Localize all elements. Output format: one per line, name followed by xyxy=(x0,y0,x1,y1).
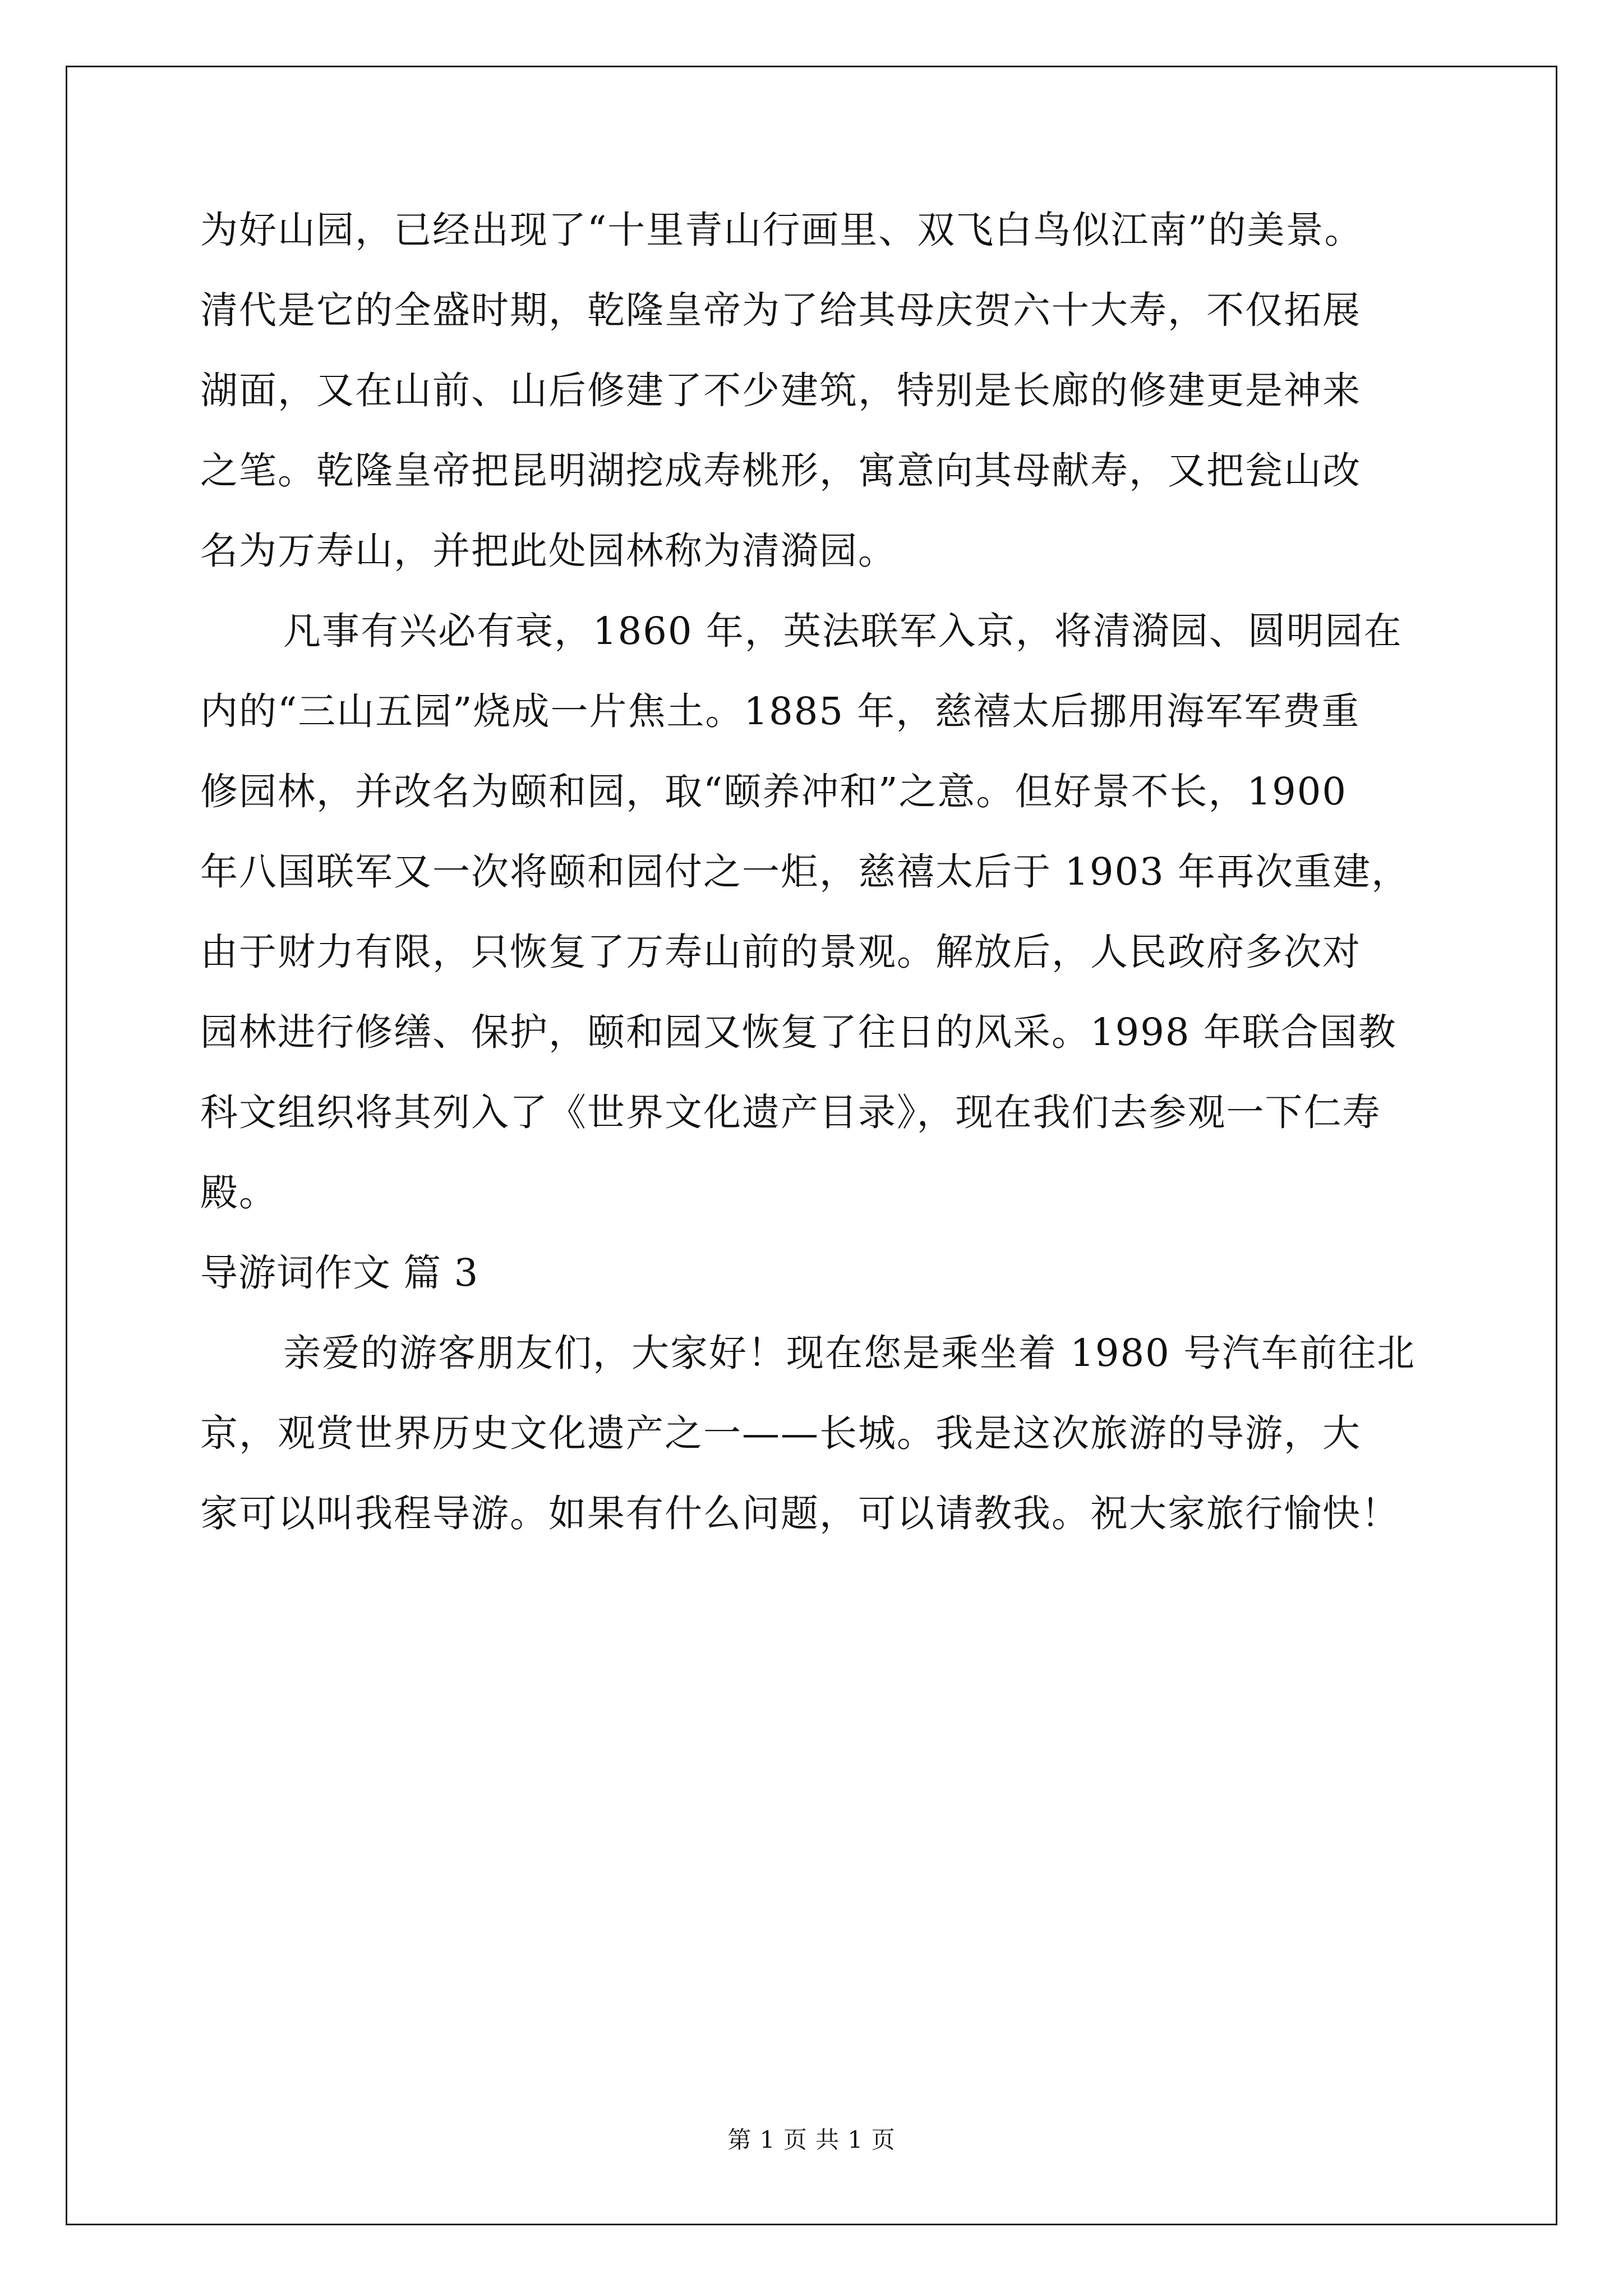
paragraph-start-line: 亲爱的游客朋友们，大家好！现在您是乘坐着 1980 号汽车前往北 xyxy=(283,1331,1416,1375)
paragraph-start-line: 凡事有兴必有衰，1860 年，英法联军入京，将清漪园、圆明园在 xyxy=(283,609,1403,653)
text-line: 名为万寿山，并把此处园林称为清漪园。 xyxy=(200,529,897,573)
text-line: 园林进行修缮、保护，颐和园又恢复了往日的风采。1998 年联合国教 xyxy=(200,1010,1397,1054)
text-line: 内的“三山五园”烧成一片焦土。1885 年，慈禧太后挪用海军军费重 xyxy=(200,689,1361,733)
section-heading: 导游词作文 篇 3 xyxy=(200,1251,479,1295)
text-line: 由于财力有限，只恢复了万寿山前的景观。解放后，人民政府多次对 xyxy=(200,930,1361,974)
page-footer: 第 1 页 共 1 页 xyxy=(727,2126,896,2154)
text-line: 科文组织将其列入了《世界文化遗产目录》，现在我们去参观一下仁寿 xyxy=(200,1091,1381,1134)
text-line: 殿。 xyxy=(200,1171,278,1214)
text-line: 家可以叫我程导游。如果有什么问题，可以请教我。祝大家旅行愉快！ xyxy=(200,1492,1400,1535)
text-line: 清代是它的全盛时期，乾隆皇帝为了给其母庆贺六十大寿，不仅拓展 xyxy=(200,288,1361,332)
text-line: 为好山园，已经出现了“十里青山行画里、双飞白鸟似江南”的美景。 xyxy=(200,208,1363,252)
text-line: 京，观赏世界历史文化遗产之一——长城。我是这次旅游的导游，大 xyxy=(200,1411,1361,1455)
text-line: 湖面，又在山前、山后修建了不少建筑，特别是长廊的修建更是神来 xyxy=(200,369,1361,412)
text-line: 修园林，并改名为颐和园，取“颐养冲和”之意。但好景不长，1900 xyxy=(200,770,1348,813)
text-line: 之笔。乾隆皇帝把昆明湖挖成寿桃形，寓意向其母献寿，又把瓮山改 xyxy=(200,449,1361,493)
text-line: 年八国联军又一次将颐和园付之一炬，慈禧太后于 1903 年再次重建， xyxy=(200,850,1410,894)
